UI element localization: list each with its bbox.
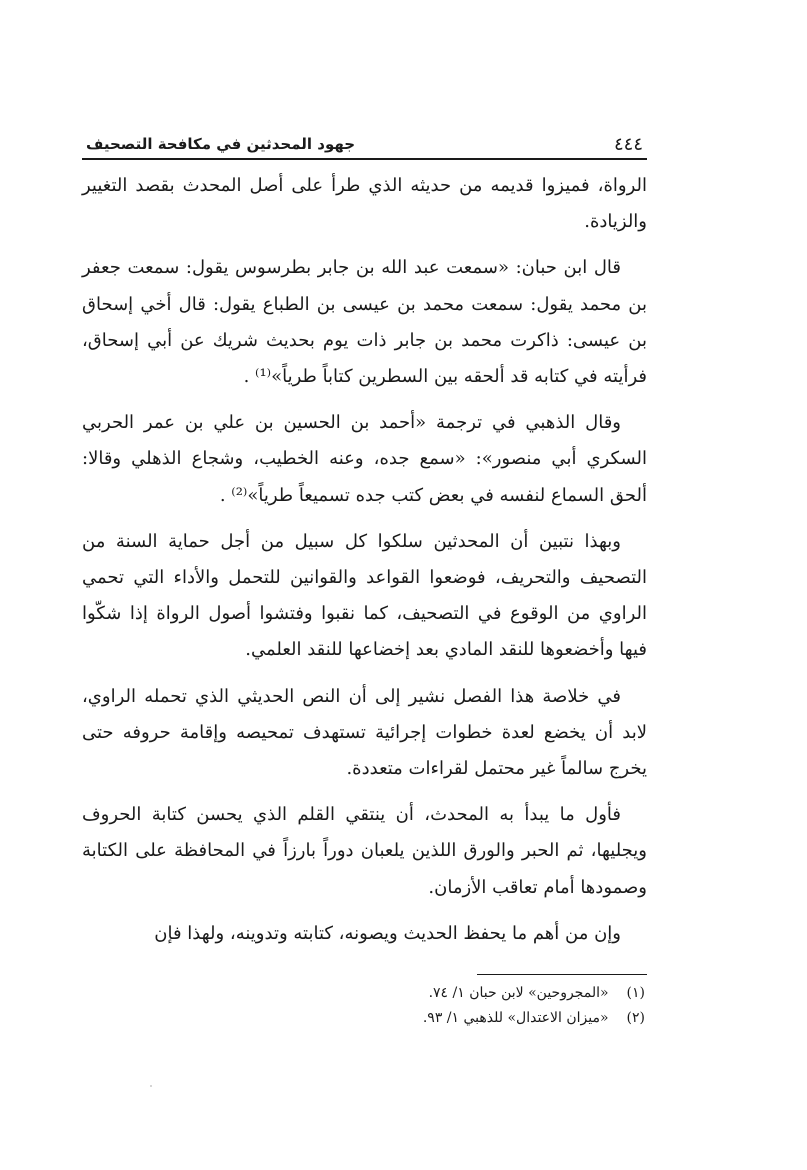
scan-speck <box>150 1085 152 1087</box>
book-page <box>82 120 647 1031</box>
footnote-separator <box>477 974 647 975</box>
paragraph: وقال الذهبي في ترجمة «أحمد بن الحسين بن علي بن عمر الحربي السكري أبي منصور»: «سمع جده، وعنه الخطيب، وشجاع الذهلي وقالا: ألحق السماع لنفسه في بعض كتب جده تسميعاً طرياً»⁽²⁾ . <box>82 412 647 506</box>
running-title: جهود المحدثين في مكافحة التصحيف <box>86 135 356 153</box>
footnotes <box>82 981 647 1031</box>
page-header <box>82 120 647 160</box>
footnote <box>82 1006 647 1031</box>
paragraph: وإن من أهم ما يحفظ الحديث ويصونه، كتابته وتدوينه، ولهذا فإن <box>154 922 621 944</box>
footnote-text: «ميزان الاعتدال» للذهبي ١/ ٩٣. <box>422 1010 609 1027</box>
paragraph: في خلاصة هذا الفصل نشير إلى أن النص الحديثي الذي تحمله الراوي، لابد أن يخضع لعدة خطوات إجرائية تستهدف تمحيصه وإقامة حروفه حتى يخرج سالماً غير محتمل لقراءات متعددة. <box>82 685 647 780</box>
paragraph: قال ابن حبان: «سمعت عبد الله بن جابر بطرسوس يقول: سمعت جعفر بن محمد يقول: سمعت محمد بن عيسى بن الطباع يقول: قال أخي إسحاق بن عيسى: ذاكرت محمد بن جابر ذات يوم بحديث شريك عن أبي إسحاق، فرأيته في كتابه قد ألحقه بين السطرين كتاباً طرياً»⁽¹⁾ . <box>82 257 647 388</box>
body-text <box>82 168 647 952</box>
footnote-text: «المجروحين» لابن حبان ١/ ٧٤. <box>428 985 609 1002</box>
page-number: ٤٤٤ <box>613 134 643 155</box>
footnote-number: (٢) <box>626 1010 645 1027</box>
paragraph: الرواة، فميزوا قديمه من حديثه الذي طرأ على أصل المحدث بقصد التغيير والزيادة. <box>82 175 648 233</box>
footnote-number: (١) <box>626 985 645 1002</box>
footnote <box>82 981 647 1006</box>
paragraph: فأول ما يبدأ به المحدث، أن ينتقي القلم الذي يحسن كتابة الحروف ويجليها، ثم الحبر والورق اللذين يلعبان دوراً بارزاً في المحافظة على الكتابة وصمودها أمام تعاقب الأزمان. <box>82 804 647 898</box>
paragraph: وبهذا نتبين أن المحدثين سلكوا كل سبيل من أجل حماية السنة من التصحيف والتحريف، فوضعوا القواعد والقوانين للتحمل والأداء التي تحمي الراوي من الوقوع في التصحيف، كما نقبوا وفتشوا أصول الرواة إذا شكّوا فيها وأخضعوها للنقد المادي بعد إخضاعها للنقد العلمي. <box>82 530 647 661</box>
